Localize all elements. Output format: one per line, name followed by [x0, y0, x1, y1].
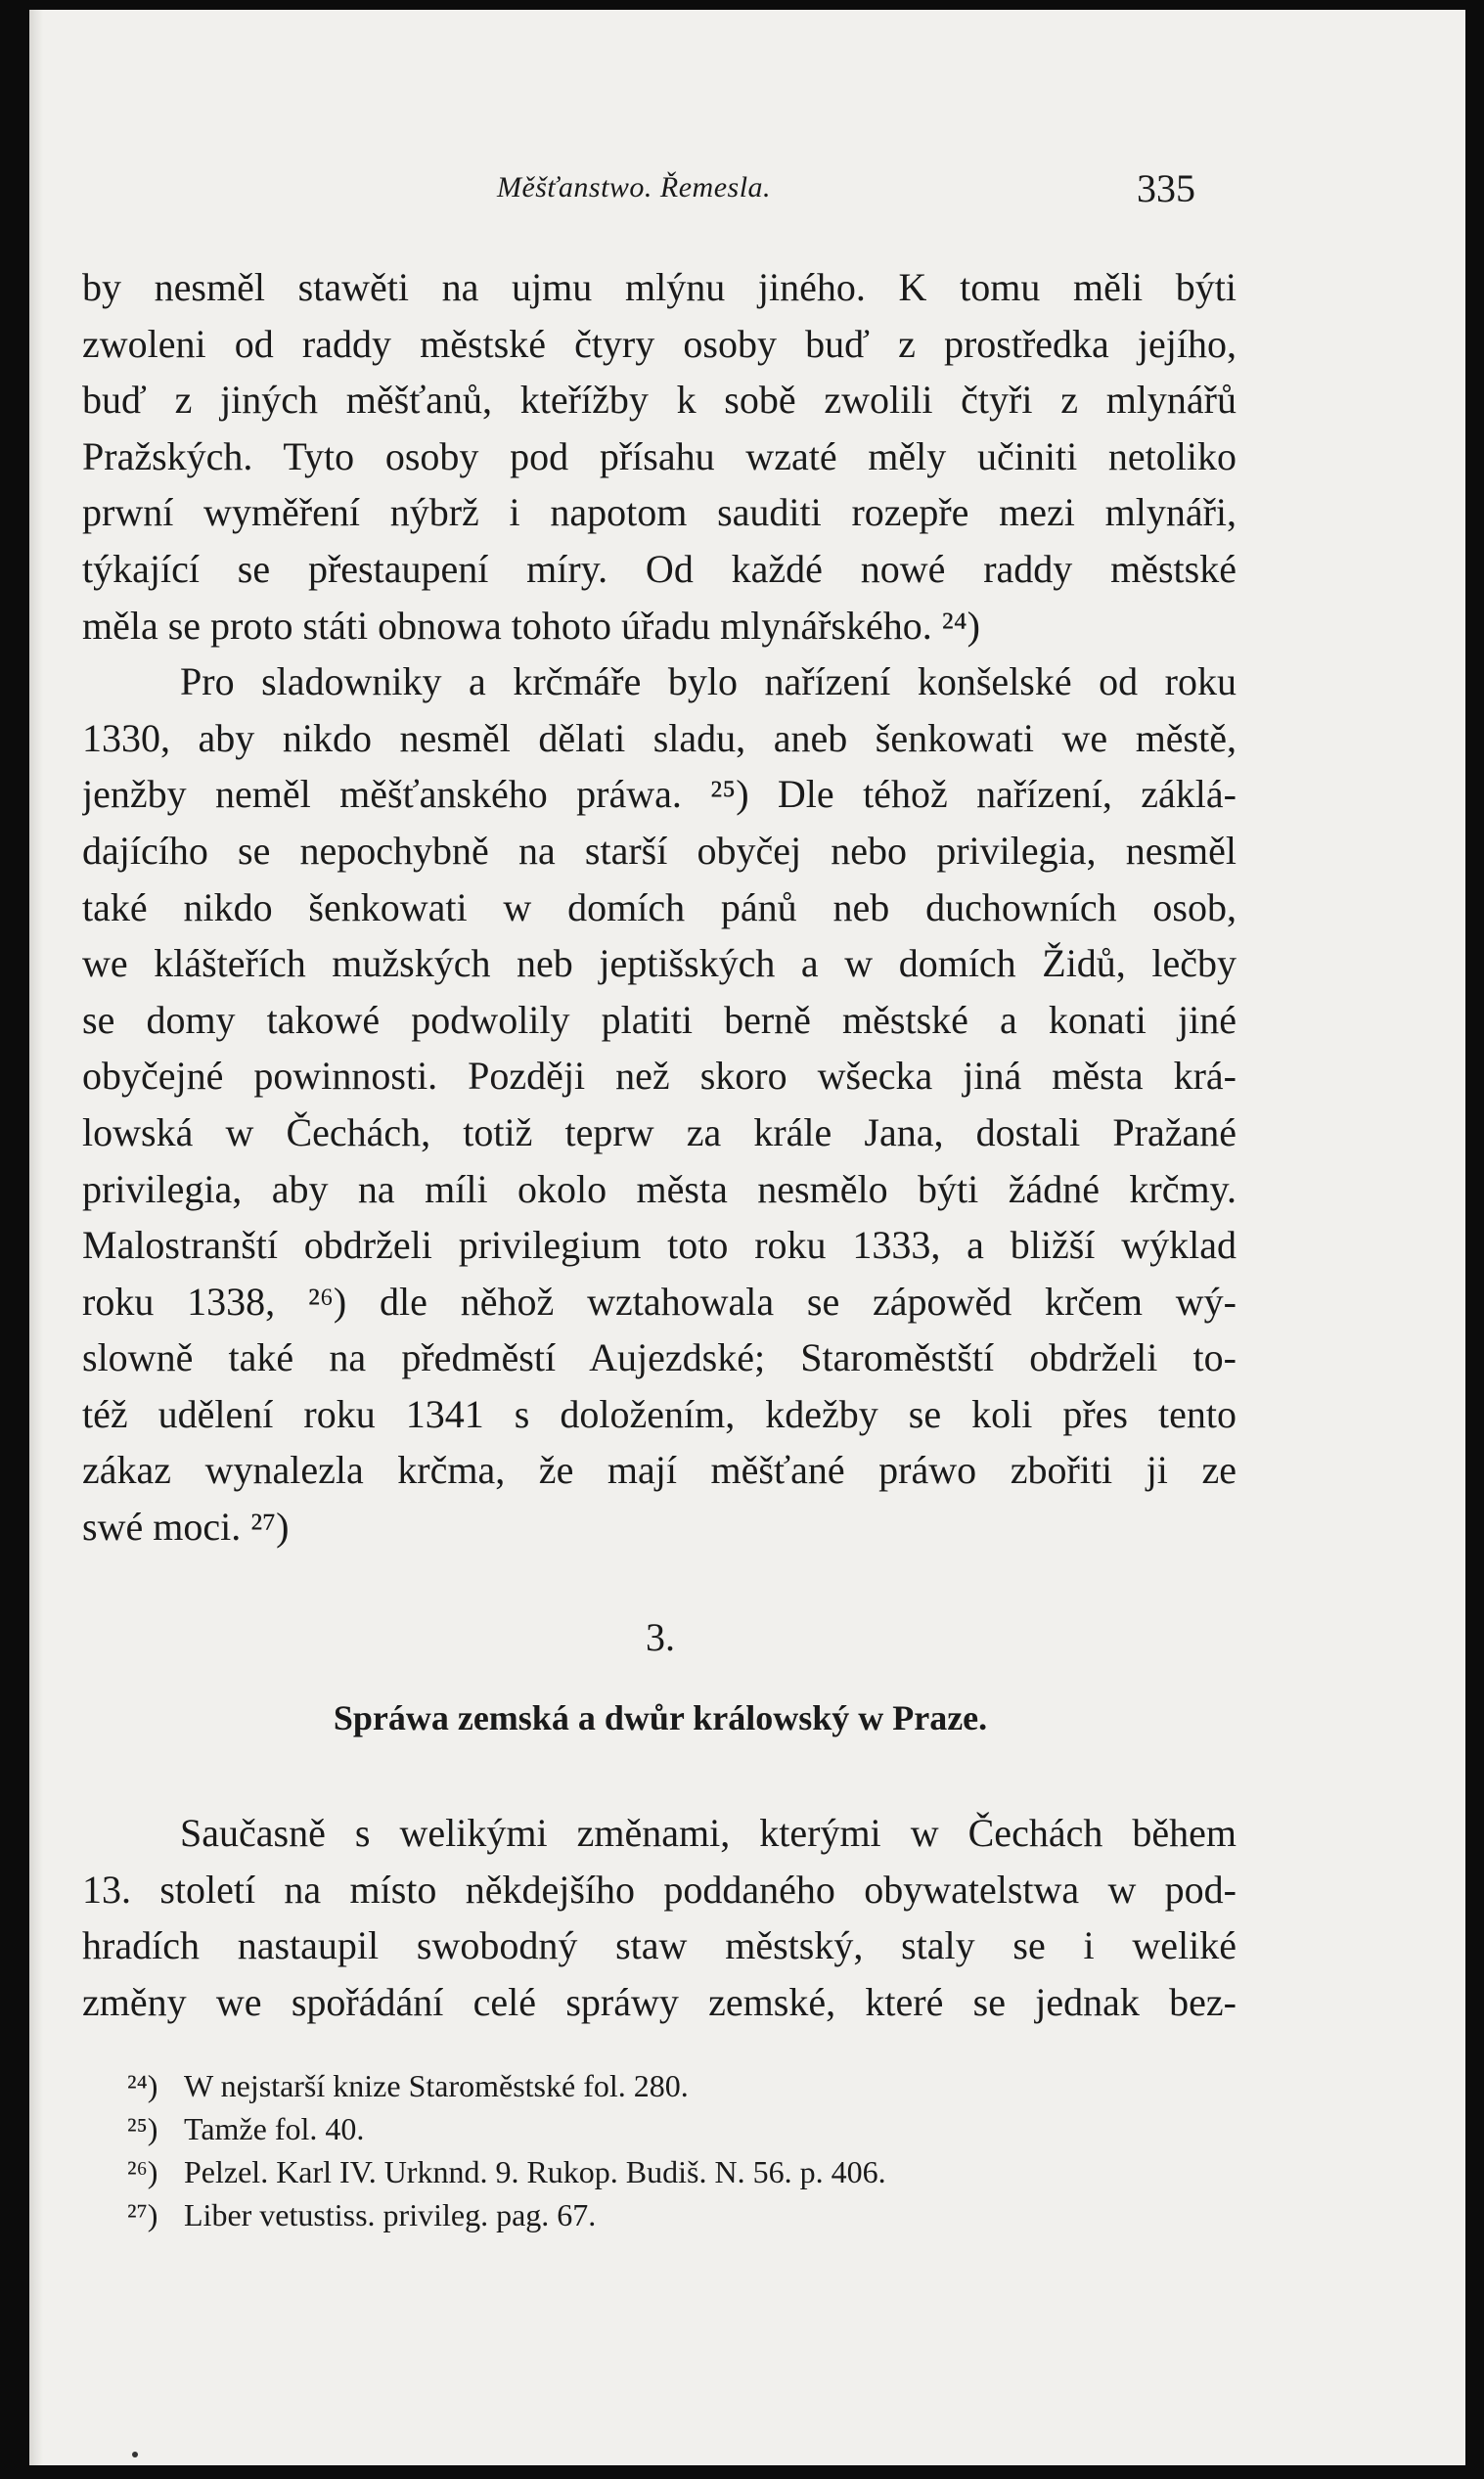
text-line: obyčejné powinnosti. Později než skoro wšecka jiná města krá- [82, 1054, 1237, 1099]
text-line: by nesměl stawěti na ujmu mlýnu jiného. K tomu měli býti [82, 265, 1237, 309]
text-line: Saučasně s welikými změnami, kterými w Čechách během [180, 1811, 1237, 1855]
text-line: dajícího se nepochybně na starší obyčej nebo privilegia, nesměl [82, 828, 1237, 873]
text-line: 13. století na místo někdejšího poddaného obywatelstwa w pod- [82, 1867, 1237, 1912]
text-line: jenžby neměl měšťanského práwa. ²⁵) Dle téhož nařízení, záklá- [82, 772, 1237, 817]
text-line: Malostranští obdrželi privilegium toto roku 1333, a bližší wýklad [82, 1223, 1237, 1268]
text-line: we klášteřích mužských neb jeptišských a w domích Židů, lečby [82, 941, 1237, 986]
text-line: buď z jiných měšťanů, kteřížby k sobě zwolili čtyři z mlynářů [82, 378, 1237, 423]
page-edge [29, 10, 43, 2465]
text-line: roku 1338, ²⁶) dle něhož wztahowala se zápowěd krčem wý- [82, 1279, 1237, 1324]
print-speck [132, 2452, 138, 2457]
text-line: měla se proto státi obnowa tohoto úřadu mlynářského. ²⁴) [82, 603, 980, 648]
footnote-mark: ²⁴) [127, 2068, 158, 2103]
footnote-mark: ²⁷) [127, 2197, 158, 2232]
text-line: Pražských. Tyto osoby pod přísahu wzaté měly učiniti netoliko [82, 433, 1237, 478]
text-line: se domy takowé podwolily platiti berně městské a konati jiné [82, 997, 1237, 1042]
text-line: prwní wyměření nýbrž i napotom sauditi rozepře mezi mlynáři, [82, 490, 1237, 535]
section-title: Spráwa zemská a dwůr králowský w Praze. [333, 1698, 988, 1737]
text-line: privilegia, aby na míli okolo města nesmělo býti žádné krčmy. [82, 1166, 1237, 1211]
footnote-mark: ²⁵) [127, 2111, 158, 2146]
running-head: Měšťanstwo. Řemesla. [497, 171, 772, 203]
paragraph [82, 1805, 1237, 2030]
footnote [127, 2193, 1233, 2236]
footnote-text: Liber vetustiss. privileg. pag. 67. [184, 2197, 597, 2232]
text-line: swé moci. ²⁷) [82, 1505, 290, 1550]
text-line: slowně také na předměstí Aujezdské; Staroměstští obdrželi to- [82, 1335, 1237, 1380]
footnote [127, 2107, 1233, 2150]
section-number: 3. [646, 1615, 675, 1659]
text-line: zákaz wynalezla krčma, že mají měšťané práwo zbořiti ji ze [82, 1448, 1237, 1493]
footnote-text: W nejstarší knize Staroměstské fol. 280. [184, 2068, 689, 2103]
book-page [29, 10, 1465, 2465]
page-header [29, 161, 1465, 220]
footnote-mark: ²⁶) [127, 2154, 158, 2189]
text-line: také nikdo šenkowati w domích pánů neb duchowních osob, [82, 884, 1237, 929]
footnotes [127, 2064, 1233, 2236]
text-line: lowská w Čechách, totiž teprw za krále Jana, dostali Pražané [82, 1109, 1237, 1154]
paragraph [82, 654, 1237, 1555]
paragraph [82, 259, 1237, 654]
footnote [127, 2150, 1233, 2193]
page-number: 335 [1137, 166, 1195, 210]
text-line: též udělení roku 1341 s doložením, kdežby se koli přes tento [82, 1391, 1237, 1436]
body-text [82, 1805, 1237, 2030]
footnote [127, 2064, 1233, 2107]
body-text [82, 259, 1237, 1555]
text-line: týkající se přestaupení míry. Od každé nowé raddy městské [82, 546, 1237, 591]
text-line: 1330, aby nikdo nesměl dělati sladu, aneb šenkowati we městě, [82, 715, 1237, 760]
footnote-text: Pelzel. Karl IV. Urknnd. 9. Rukop. Budiš. N. 56. p. 406. [184, 2154, 886, 2189]
text-line: Pro sladowniky a krčmáře bylo nařízení konšelské od roku [180, 659, 1237, 704]
text-line: změny we spořádání celé spráwy zemské, které se jednak bez- [82, 1979, 1237, 2024]
text-line: zwoleni od raddy městské čtyry osoby buď z prostředka jejího, [82, 321, 1237, 366]
text-line: hradích nastaupil swobodný staw městský, staly se i weliké [82, 1923, 1237, 1968]
footnote-text: Tamže fol. 40. [184, 2111, 365, 2146]
